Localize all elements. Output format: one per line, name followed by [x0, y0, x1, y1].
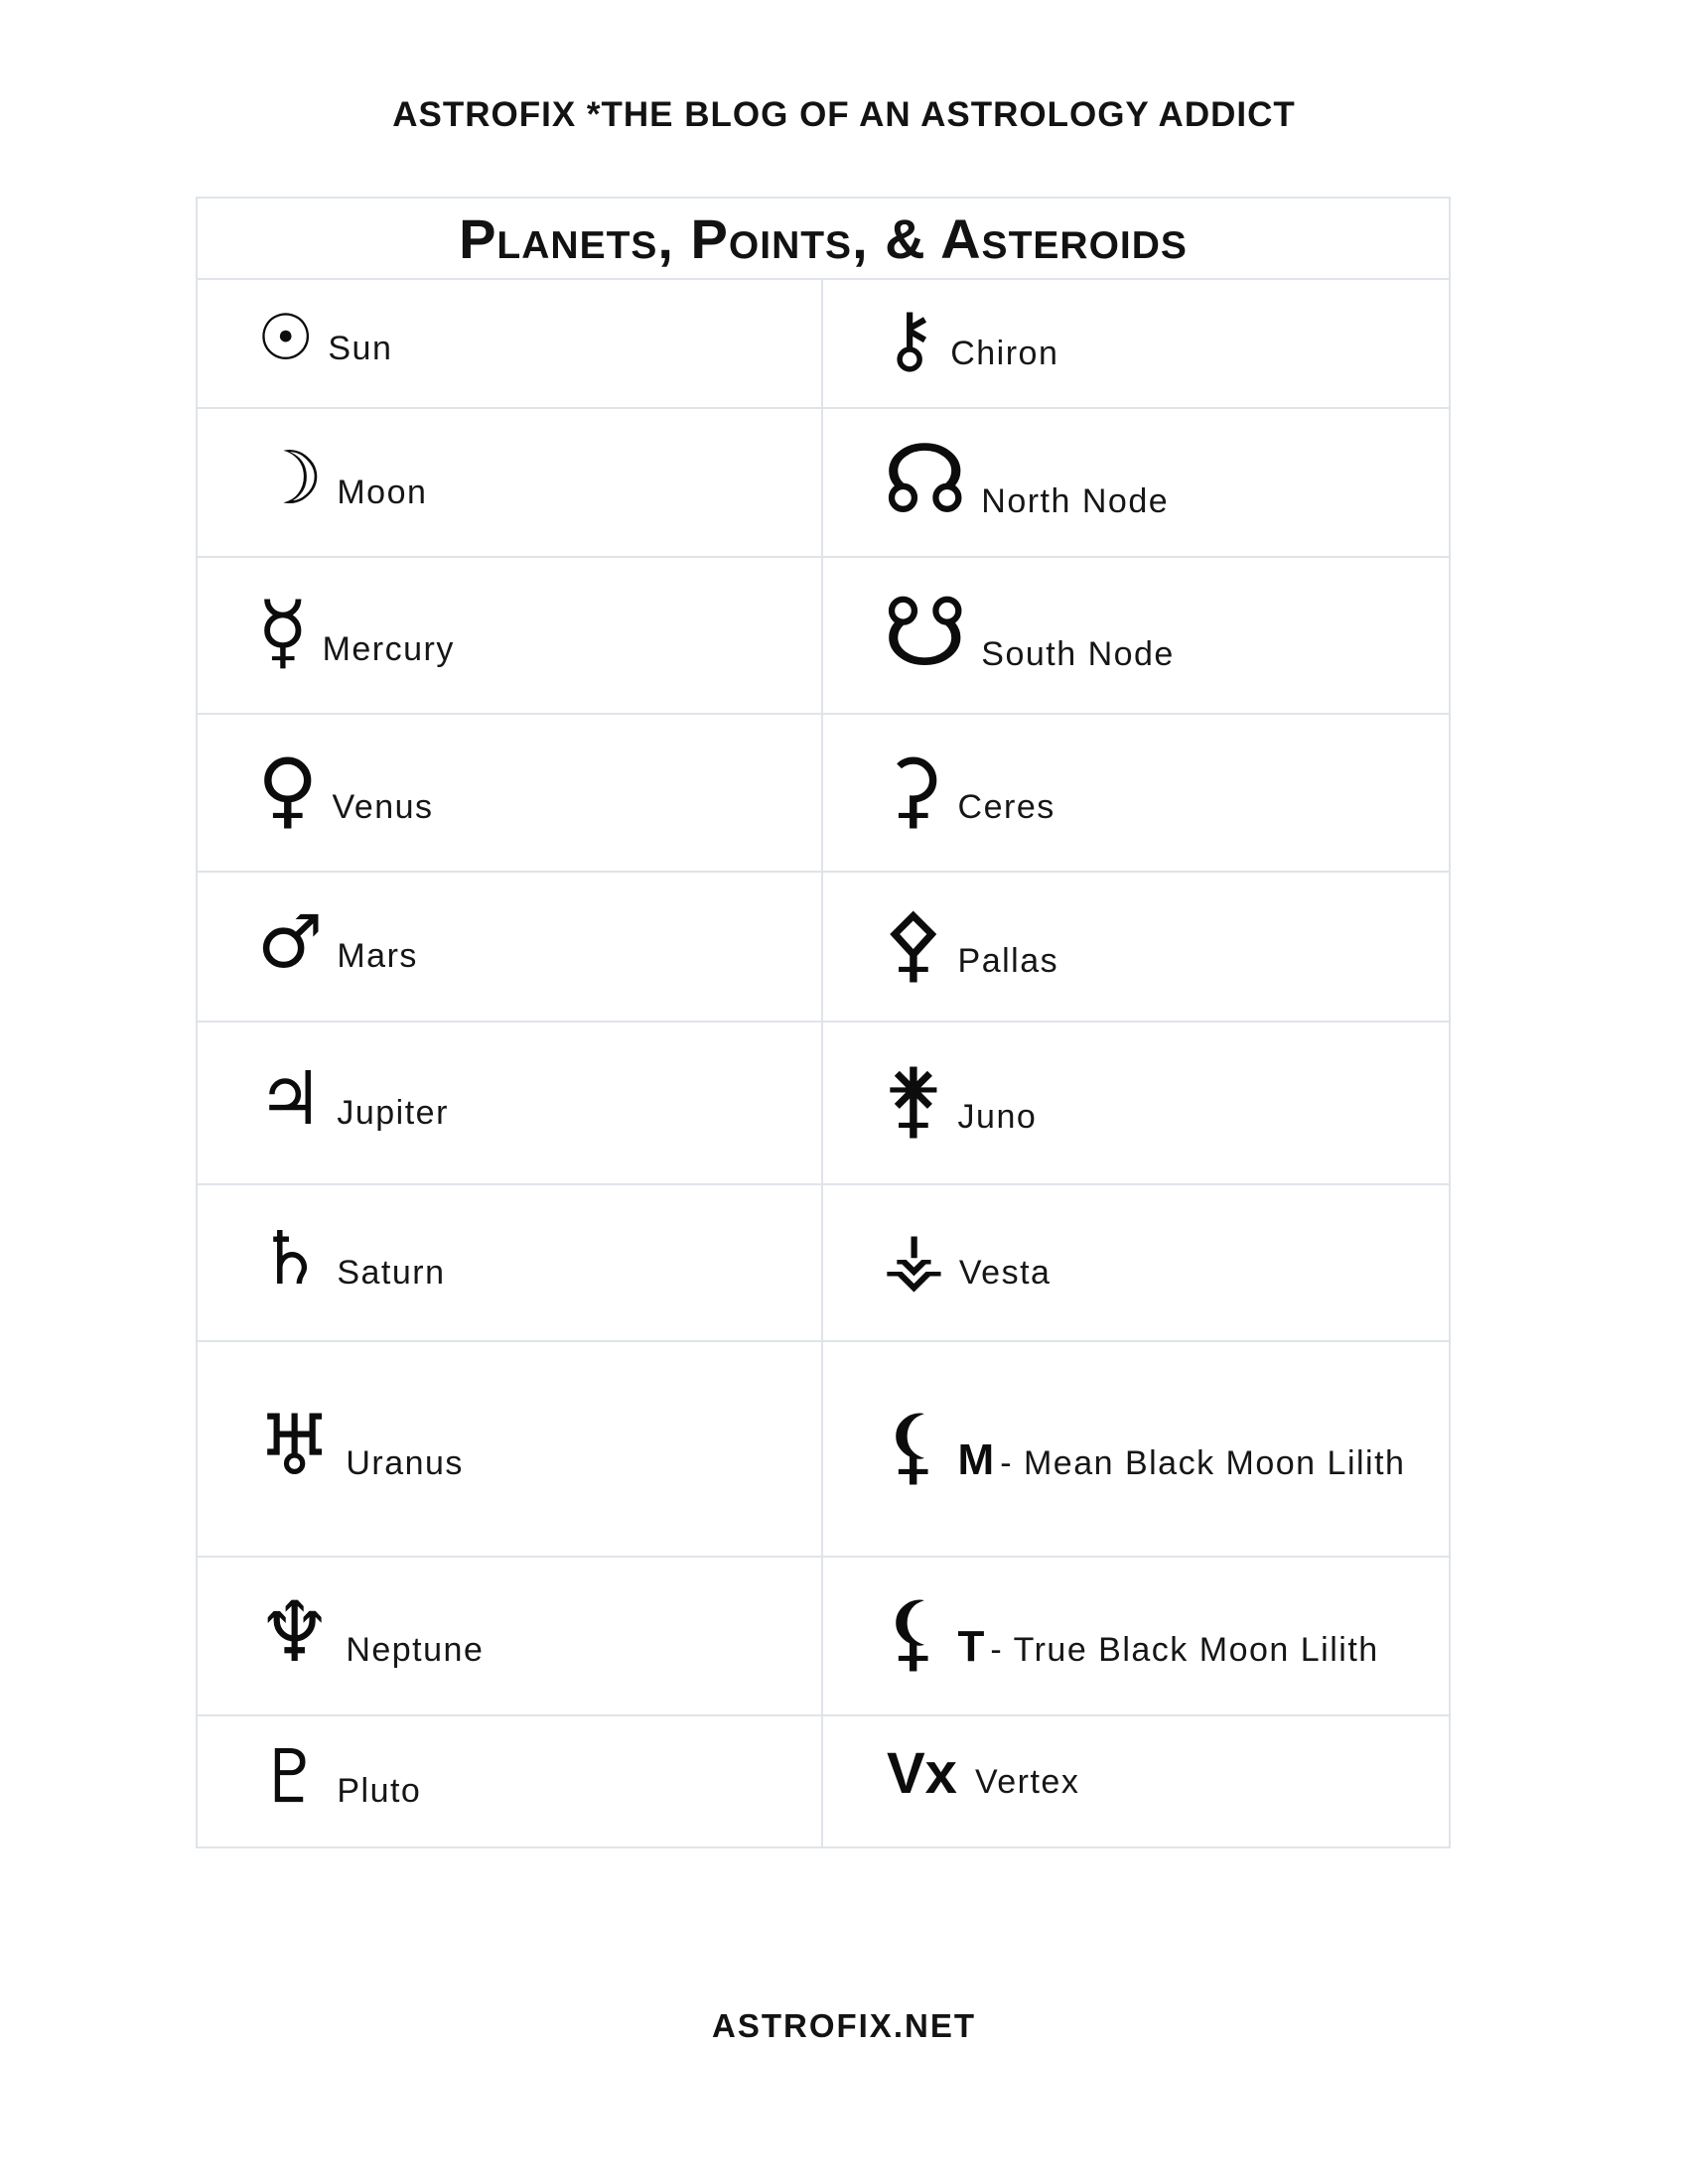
symbol-label: Saturn	[337, 1253, 446, 1292]
symbol-label: Vertex	[974, 1763, 1080, 1801]
cell-north-node	[823, 409, 1449, 556]
mercury-icon: ☿	[257, 583, 309, 680]
cell-mercury	[198, 558, 823, 713]
cell-mean-black-moon-lilith	[823, 1342, 1449, 1556]
table-row	[198, 873, 1449, 1023]
table-row	[198, 280, 1449, 409]
table-row	[198, 1342, 1449, 1558]
black-moon-lilith-icon: ⚸	[883, 1583, 944, 1681]
saturn-icon: ♄	[257, 1215, 324, 1301]
pallas-icon: ⚴	[883, 893, 944, 992]
symbol-label: Pluto	[337, 1772, 422, 1810]
symbol-label: Ceres	[957, 787, 1055, 826]
cell-neptune	[198, 1558, 823, 1714]
pluto-icon: ♇	[257, 1734, 324, 1820]
table-row	[198, 1558, 1449, 1716]
black-moon-lilith-icon: ⚸	[883, 1396, 944, 1494]
symbol-label: Pallas	[957, 941, 1059, 980]
cell-juno	[823, 1023, 1449, 1183]
table-row	[198, 409, 1449, 558]
cell-sun	[198, 280, 823, 407]
neptune-icon: ♆	[257, 1583, 333, 1681]
cell-true-black-moon-lilith	[823, 1558, 1449, 1714]
table-row	[198, 715, 1449, 873]
venus-icon: ♀	[257, 740, 319, 838]
symbol-abbreviation: T	[957, 1622, 985, 1671]
chiron-icon: ⚷	[883, 296, 937, 382]
cell-chiron	[823, 280, 1449, 407]
symbol-label: Sun	[328, 330, 393, 367]
ceres-icon: ⚳	[883, 740, 944, 838]
page-footer: ASTROFIX.NET	[711, 2007, 976, 2044]
symbol-label: Venus	[332, 787, 434, 826]
juno-icon: ⚵	[883, 1050, 944, 1148]
cell-ceres	[823, 715, 1449, 871]
table-row	[198, 1185, 1449, 1342]
cell-pallas	[823, 873, 1449, 1021]
symbol-label: Neptune	[346, 1631, 485, 1669]
moon-icon: ☽	[257, 435, 324, 521]
cell-mars	[198, 873, 823, 1021]
cell-pluto	[198, 1716, 823, 1846]
symbol-label: - True Black Moon Lilith	[990, 1631, 1379, 1669]
symbol-label: North Node	[981, 482, 1170, 520]
symbol-label: Chiron	[950, 334, 1059, 372]
sun-icon: ☉	[257, 302, 315, 375]
table-row	[198, 1716, 1449, 1846]
symbol-label: Mercury	[322, 630, 455, 668]
vesta-icon: ⚶	[883, 1215, 945, 1301]
cell-venus	[198, 715, 823, 871]
table-row	[198, 1023, 1449, 1185]
cell-vertex	[823, 1716, 1449, 1846]
symbol-label: South Node	[981, 635, 1175, 673]
north-node-icon: ☊	[883, 424, 968, 535]
symbols-table	[196, 197, 1451, 1848]
cell-uranus	[198, 1342, 823, 1556]
jupiter-icon: ♃	[257, 1055, 324, 1142]
symbol-label: Juno	[957, 1098, 1038, 1136]
table-title-row	[198, 199, 1449, 280]
symbol-label: Jupiter	[337, 1093, 449, 1132]
symbol-label: Vesta	[958, 1253, 1052, 1292]
south-node-icon: ☋	[883, 577, 968, 688]
table-row	[198, 558, 1449, 715]
symbol-abbreviation: M	[957, 1434, 995, 1484]
vertex-abbreviation: Vx	[887, 1741, 957, 1806]
mars-icon: ♂	[257, 899, 324, 985]
page-header: ASTROFIX *THE BLOG OF AN ASTROLOGY ADDICT	[392, 95, 1296, 134]
cell-vesta	[823, 1185, 1449, 1340]
uranus-icon: ♅	[257, 1396, 333, 1494]
cell-south-node	[823, 558, 1449, 713]
symbol-label: Moon	[337, 473, 428, 511]
symbol-label: Mars	[337, 937, 418, 975]
table-title: Planets, Points, & Asteroids	[459, 207, 1188, 270]
symbol-label: - Mean Black Moon Lilith	[1000, 1443, 1406, 1482]
cell-moon	[198, 409, 823, 556]
symbol-label: Uranus	[346, 1443, 464, 1482]
cell-saturn	[198, 1185, 823, 1340]
cell-jupiter	[198, 1023, 823, 1183]
